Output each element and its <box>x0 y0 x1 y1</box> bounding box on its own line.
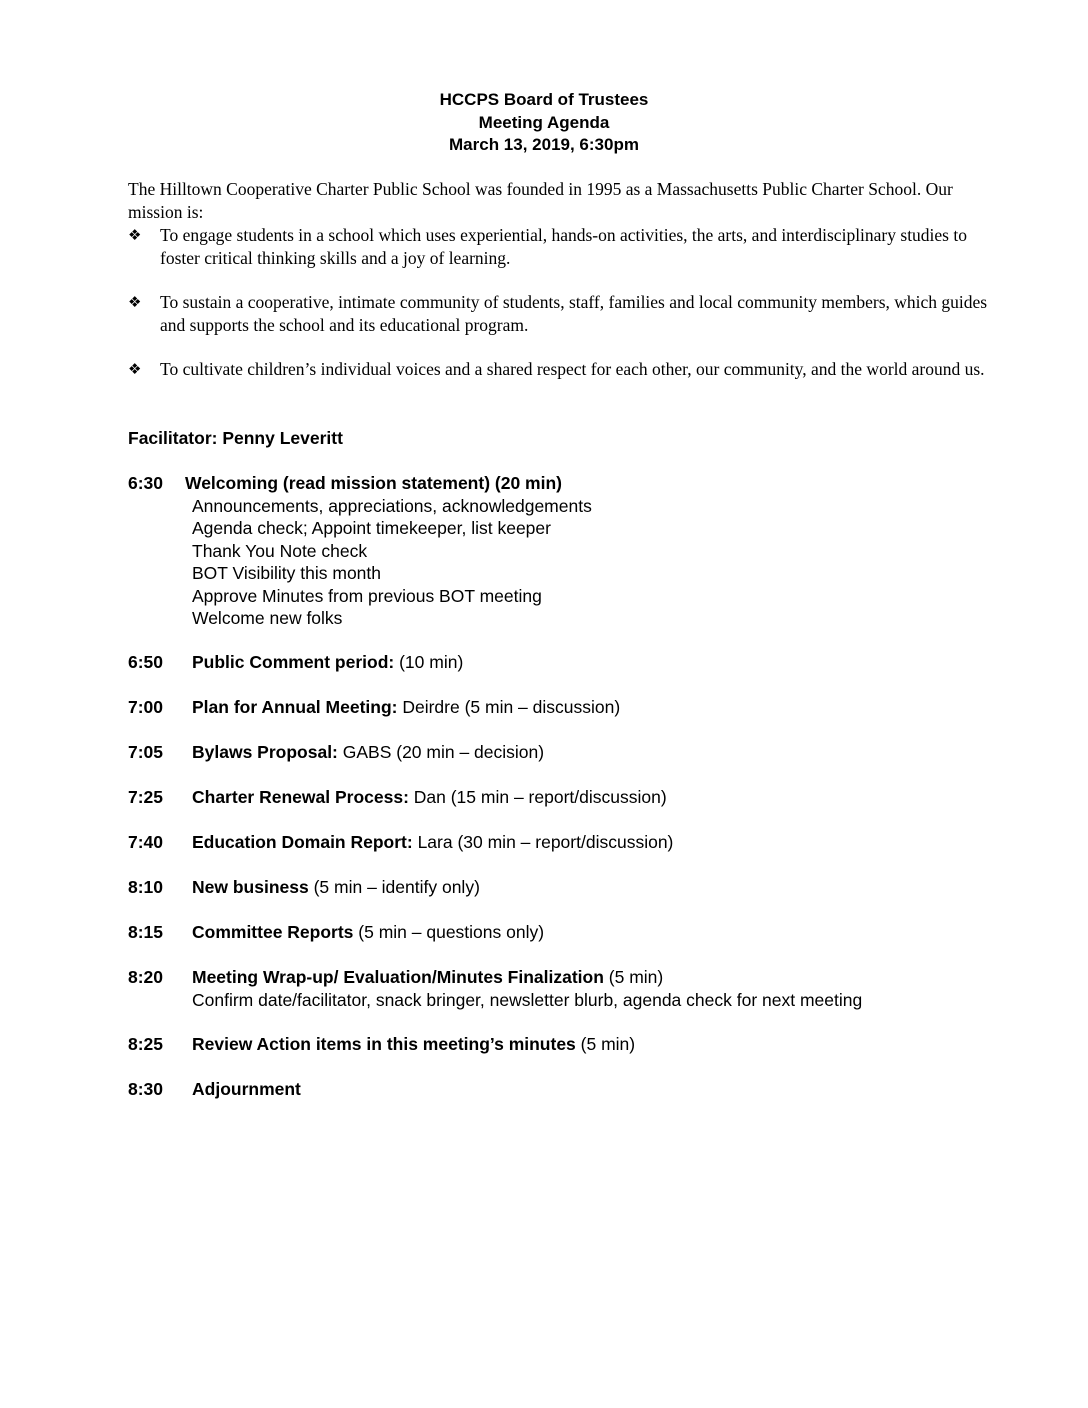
agenda-heading <box>192 831 673 854</box>
agenda-subitem: Approve Minutes from previous BOT meeting <box>192 585 542 606</box>
agenda-heading <box>192 651 463 674</box>
agenda-time: 6:30 <box>128 473 164 493</box>
agenda-title: Review Action items in this meeting’s minutes <box>192 1034 576 1054</box>
agenda-time: 8:30 <box>128 1079 164 1099</box>
intro-paragraph: The Hilltown Cooperative Charter Public School was founded in 1995 as a Massachusetts Public Charter School. Our mission is: <box>128 179 953 222</box>
agenda-time: 6:50 <box>128 652 164 672</box>
agenda-title: Public Comment period: <box>192 652 395 672</box>
agenda-subitem: Agenda check; Appoint timekeeper, list keeper <box>192 518 551 538</box>
agenda-detail: Lara (30 min – report/discussion) <box>412 832 674 852</box>
header-date: March 13, 2019, 6:30pm <box>449 135 639 154</box>
agenda-subitem: BOT Visibility this month <box>192 563 382 583</box>
agenda-detail: (5 min – questions only) <box>353 922 545 942</box>
agenda-heading <box>192 876 480 899</box>
agenda-title: Education Domain Report: <box>192 832 413 852</box>
agenda-heading <box>192 1033 635 1056</box>
agenda-time: 7:00 <box>128 697 164 717</box>
agenda-heading <box>192 921 544 944</box>
agenda-heading <box>192 966 663 989</box>
agenda-heading <box>192 741 544 764</box>
agenda-detail: (5 min) <box>575 1034 636 1054</box>
header-meeting-title: Meeting Agenda <box>478 112 610 132</box>
agenda-time: 8:20 <box>128 967 164 987</box>
agenda-time: 8:15 <box>128 922 164 942</box>
agenda-subitem: Confirm date/facilitator, snack bringer, newsletter blurb, agenda check for next meeting <box>192 989 863 1010</box>
agenda-title: Committee Reports <box>192 922 354 942</box>
agenda-detail: (5 min – identify only) <box>308 877 480 897</box>
agenda-title: Welcoming (read mission statement) (20 min) <box>185 473 562 493</box>
header-board-title: HCCPS Board of Trustees <box>439 90 649 109</box>
mission-text: To engage students in a school which uses experiential, hands-on activities, the arts, and interdisciplinary studies to foster critical thinking skills and a joy of learning. <box>160 225 967 268</box>
mission-text: To cultivate children’s individual voices and a shared respect for each other, our community, and the world around us. <box>160 359 985 379</box>
mission-text: To sustain a cooperative, intimate community of students, staff, families and local community members, which guides and supports the school and its educational program. <box>160 292 988 335</box>
document-header <box>0 89 1088 157</box>
agenda-title: Meeting Wrap-up/ Evaluation/Minutes Finalization <box>192 967 604 987</box>
agenda-time: 7:40 <box>128 832 164 852</box>
agenda-subitem: Thank You Note check <box>192 540 368 561</box>
agenda-time: 8:25 <box>128 1034 164 1054</box>
agenda-subitem: Announcements, appreciations, acknowledgements <box>192 495 592 516</box>
agenda-title: New business <box>192 877 309 897</box>
agenda-heading <box>192 786 667 809</box>
diamond-bullet-icon: ❖ <box>128 360 142 378</box>
agenda-title: Bylaws Proposal: <box>192 742 338 762</box>
agenda-detail: (5 min) <box>603 967 664 987</box>
agenda-heading <box>192 696 620 719</box>
agenda-detail: GABS (20 min – decision) <box>337 742 545 762</box>
agenda-heading <box>185 472 562 495</box>
agenda-time: 7:25 <box>128 787 164 807</box>
facilitator: Facilitator: Penny Leveritt <box>128 428 343 448</box>
diamond-bullet-icon: ❖ <box>128 293 142 311</box>
agenda-title: Charter Renewal Process: <box>192 787 409 807</box>
agenda-detail: Deirdre (5 min – discussion) <box>397 697 621 717</box>
agenda-time: 7:05 <box>128 742 164 762</box>
agenda-subitem: Welcome new folks <box>192 608 343 628</box>
diamond-bullet-icon: ❖ <box>128 226 142 244</box>
agenda-title: Plan for Annual Meeting: <box>192 697 398 717</box>
agenda-title: Adjournment <box>192 1079 301 1099</box>
agenda-detail: Dan (15 min – report/discussion) <box>408 787 667 807</box>
agenda-heading <box>192 1078 301 1101</box>
agenda-time: 8:10 <box>128 877 164 897</box>
agenda-detail: (10 min) <box>394 652 464 672</box>
